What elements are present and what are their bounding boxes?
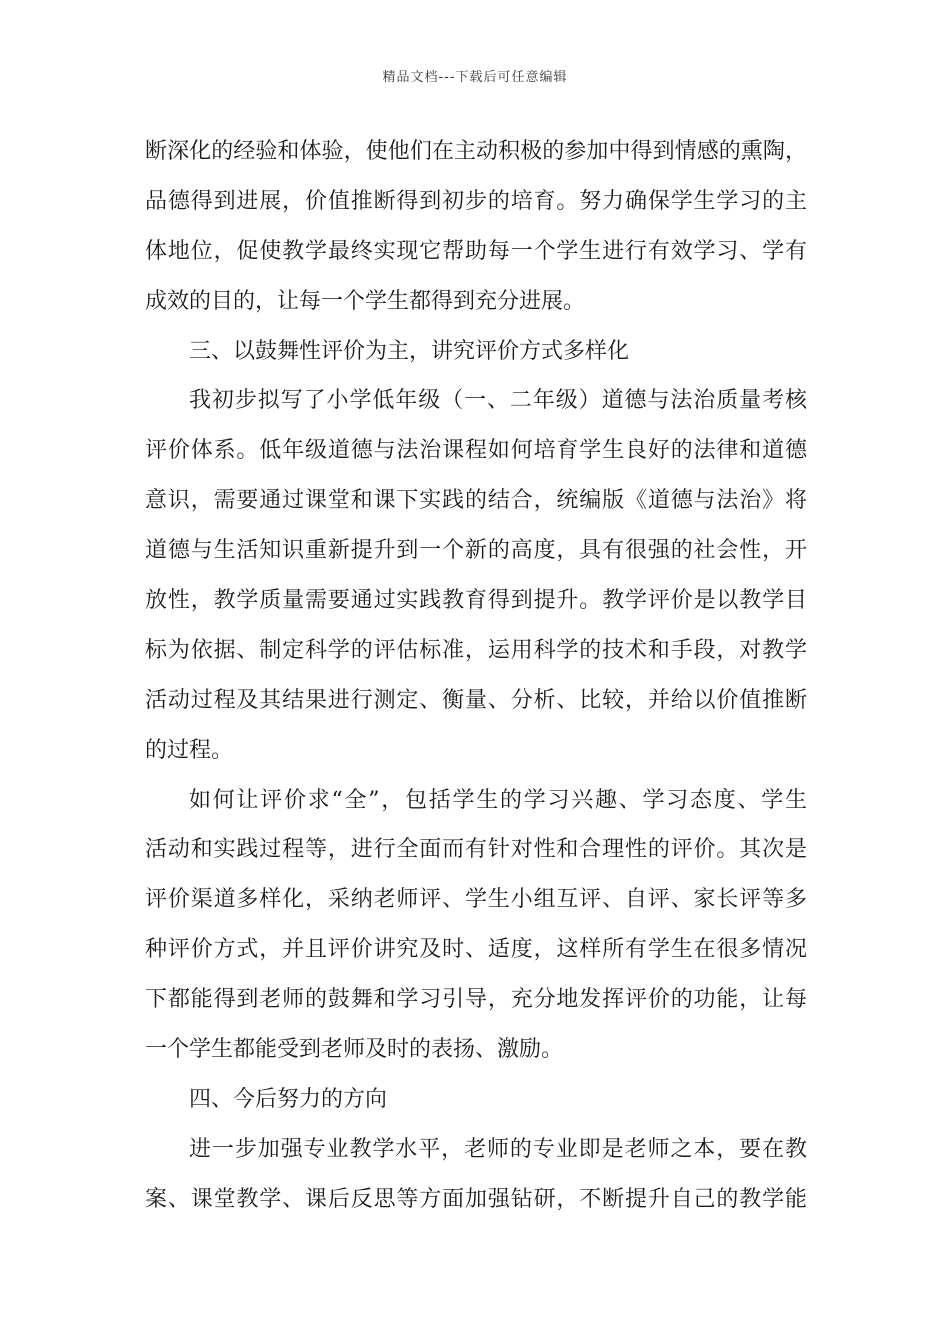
text-line: 的过程。: [145, 737, 234, 763]
text-line: 一个学生都能受到老师及时的表扬、激励。: [145, 1037, 564, 1063]
page-header: 精品文档---下载后可任意编辑: [382, 70, 568, 85]
text-line: 评价渠道多样化，采纳老师评、学生小组互评、自评、家长评等多: [145, 887, 807, 913]
document-body: [145, 127, 807, 1225]
section-heading: 四、今后努力的方向: [189, 1086, 388, 1112]
text-line: 标为依据、制定科学的评估标准，运用科学的技术和手段，对教学: [145, 637, 807, 663]
text-line: 品德得到进展，价值推断得到初步的培育。努力确保学生学习的主: [145, 188, 807, 214]
text-line: 道德与生活知识重新提升到一个新的高度，具有很强的社会性，开: [145, 538, 807, 564]
text-line: 活动过程及其结果进行测定、衡量、分析、比较，并给以价值推断: [145, 687, 807, 713]
section-heading: 三、以鼓舞性评价为主，讲究评价方式多样化: [189, 338, 630, 364]
text-line: 案、课堂教学、课后反思等方面加强钻研，不断提升自己的教学能: [145, 1186, 807, 1212]
text-line: 种评价方式，并且评价讲究及时、适度，这样所有学生在很多情况: [145, 937, 807, 963]
text-line: 进一步加强专业教学水平，老师的专业即是老师之本，要在教: [189, 1136, 807, 1162]
text-line: 成效的目的，让每一个学生都得到充分进展。: [145, 288, 586, 314]
text-line: 放性，教学质量需要通过实践教育得到提升。教学评价是以教学目: [145, 588, 807, 614]
text-line: 下都能得到老师的鼓舞和学习引导，充分地发挥评价的功能，让每: [145, 987, 807, 1013]
text-line: 如何让评价求“全”，包括学生的学习兴趣、学习态度、学生: [189, 787, 807, 813]
text-line: 意识，需要通过课堂和课下实践的结合，统编版《道德与法治》将: [145, 488, 807, 514]
text-line: 我初步拟写了小学低年级（一、二年级）道德与法治质量考核: [189, 388, 807, 414]
text-line: 断深化的经验和体验，使他们在主动积极的参加中得到情感的熏陶，: [145, 139, 807, 164]
text-line: 评价体系。低年级道德与法治课程如何培育学生良好的法律和道德: [145, 438, 807, 464]
text-line: 体地位，促使教学最终实现它帮助每一个学生进行有效学习、学有: [145, 238, 807, 264]
text-line: 活动和实践过程等，进行全面而有针对性和合理性的评价。其次是: [145, 837, 807, 863]
